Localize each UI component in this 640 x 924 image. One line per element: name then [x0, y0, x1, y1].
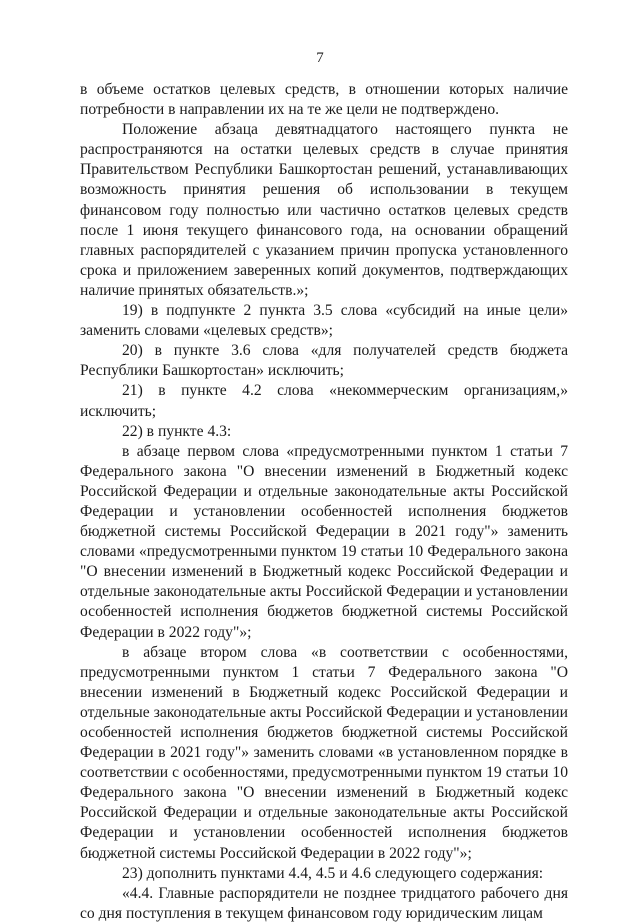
paragraph-4: 20) в пункте 3.6 слова «для получателей средств бюджета Республики Башкортостан» исключить; — [80, 342, 568, 380]
paragraph-7: в абзаце первом слова «предусмотренными пунктом 1 статьи 7 Федерального закона "О внесении изменений в Бюджетный кодекс Российской Федерации и отдельные законодательные акты Российской Федерации и установлении особенностей исполнения бюджетов бюджетной системы Российской Федерации в 2021 году"» заменить словами «предусмотренными пунктом 19 статьи 10 Федерального закона "О внесении изменений в Бюджетный кодекс Российской Федерации и отдельные законодательные акты Российской Федерации и установлении особенностей исполнения бюджетов бюджетной системы Российской Федерации в 2022 году"»; — [80, 442, 568, 641]
paragraph-9: 23) дополнить пунктами 4.4, 4.5 и 4.6 следующего содержания: — [122, 864, 544, 882]
paragraph-1: в объеме остатков целевых средств, в отношении которых наличие потребности в направлении их на те же цели не подтверждено. — [80, 81, 568, 119]
document-body — [80, 80, 568, 924]
paragraph-8: в абзаце втором слова «в соответствии с особенностями, предусмотренными пунктом 1 статьи 7 Федерального закона "О внесении изменений в Бюджетный кодекс Российской Федерации и отдельные законодательные акты Российской Федерации и установлении особенностей исполнения бюджетов бюджетной системы Российской Федерации в 2021 году"» заменить словами «в установленном порядке в соответствии с особенностями, предусмотренными пунктом 19 статьи 10 Федерального закона "О внесении изменений в Бюджетный кодекс Российской Федерации и отдельные законодательные акты Российской Федерации и установлении особенностей исполнения бюджетов бюджетной системы Российской Федерации в 2022 году"»; — [80, 643, 568, 862]
paragraph-5: 21) в пункте 4.2 слова «некоммерческим организациям,» исключить; — [80, 382, 568, 420]
paragraph-3: 19) в подпункте 2 пункта 3.5 слова «субсидий на иные цели» заменить словами «целевых средств»; — [80, 302, 568, 340]
page-number: 7 — [316, 50, 324, 66]
paragraph-6: 22) в пункте 4.3: — [122, 422, 232, 440]
paragraph-10: «4.4. Главные распорядители не позднее тридцатого рабочего дня со дня поступления в текущем финансовом году юридическим лицам — [80, 884, 568, 922]
paragraph-2: Положение абзаца девятнадцатого настоящего пункта не распространяются на остатки целевых средств в случае принятия Правительством Республики Башкортостан решений, устанавливающих возможность принятия решения об использовании в текущем финансовом году полностью или частично остатков целевых средств после 1 июня текущего финансового года, на основании обращений главных распорядителей с указанием причин пропуска установленного срока и приложением заверенных копий документов, подтверждающих наличие принятых обязательств.»; — [80, 121, 568, 299]
